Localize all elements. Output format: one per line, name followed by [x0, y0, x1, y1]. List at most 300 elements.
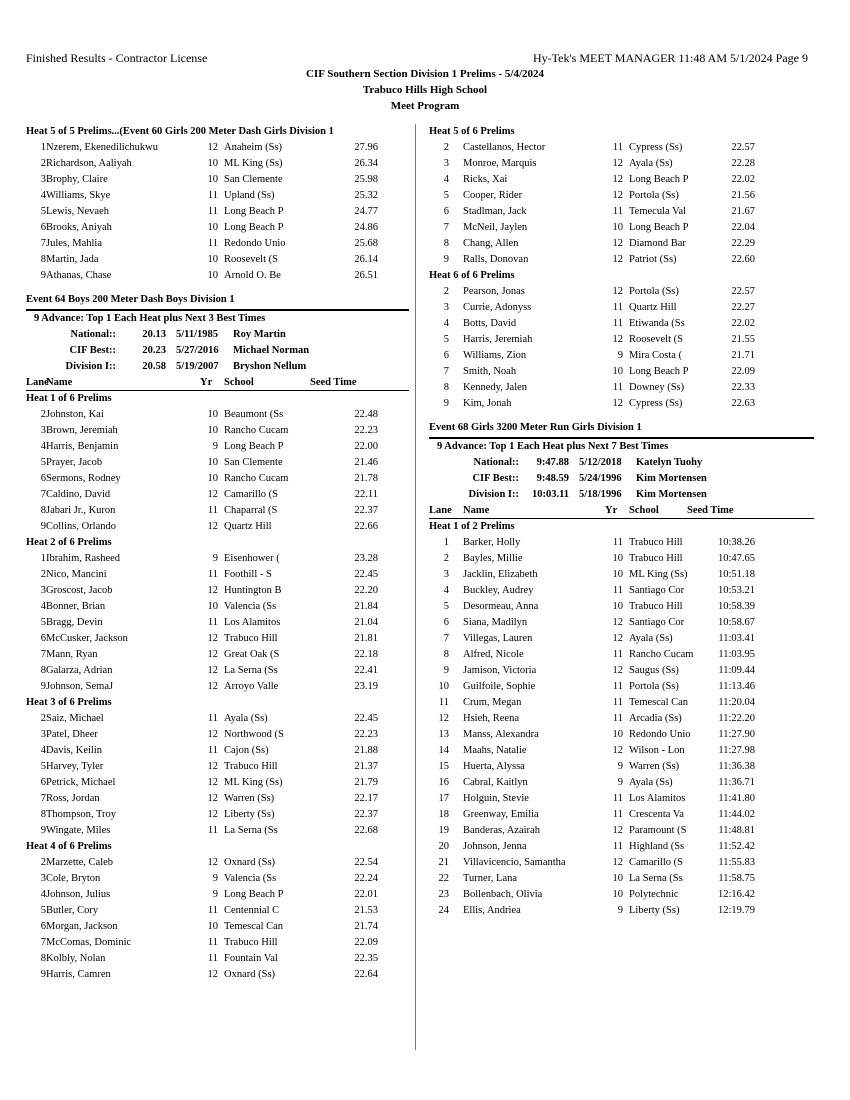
entry-row	[429, 695, 814, 711]
athlete-name: Bayles, Millie	[463, 553, 523, 564]
col-yr: Yr	[200, 377, 213, 388]
entry-row	[429, 759, 814, 775]
athlete-year: 12	[207, 809, 218, 820]
entry-row	[26, 647, 409, 663]
seed-time: 21.84	[354, 601, 378, 612]
lane-number: 8	[443, 238, 449, 249]
lane-number: 3	[40, 873, 46, 884]
entry-row	[429, 252, 814, 268]
entry-row	[26, 140, 409, 156]
athlete-year: 11	[612, 382, 623, 393]
athlete-name: Ellis, Andriea	[463, 905, 521, 916]
record-mark: 9:47.88	[536, 457, 569, 468]
athlete-year: 12	[207, 585, 218, 596]
athlete-school: Long Beach P	[224, 889, 284, 900]
athlete-name: Siana, Madilyn	[463, 617, 528, 628]
athlete-name: McCusker, Jackson	[46, 633, 128, 644]
spacer	[429, 412, 814, 420]
athlete-year: 12	[207, 681, 218, 692]
athlete-school: Liberty (Ss)	[629, 905, 680, 916]
entry-row	[26, 423, 409, 439]
lane-number: 6	[443, 617, 449, 628]
lane-number: 2	[40, 569, 46, 580]
athlete-year: 11	[612, 681, 623, 692]
athlete-year: 12	[612, 633, 623, 644]
athlete-name: Johnston, Kai	[46, 409, 104, 420]
athlete-year: 12	[207, 649, 218, 660]
seed-time: 10:58.39	[717, 601, 755, 612]
seed-time: 11:55.83	[718, 857, 755, 868]
lane-number: 4	[443, 585, 449, 596]
athlete-year: 10	[612, 729, 623, 740]
athlete-school: Foothill - S	[224, 569, 272, 580]
athlete-school: Roosevelt (S	[629, 334, 683, 345]
entry-row	[429, 156, 814, 172]
lane-number: 3	[40, 729, 46, 740]
column-header	[26, 375, 409, 391]
seed-time: 22.09	[731, 366, 755, 377]
athlete-year: 9	[212, 441, 218, 452]
athlete-year: 10	[207, 158, 218, 169]
entry-row	[26, 711, 409, 727]
seed-time: 22.57	[731, 286, 755, 297]
entry-row	[429, 871, 814, 887]
lane-number: 4	[40, 601, 46, 612]
entry-row	[26, 220, 409, 236]
athlete-year: 10	[207, 457, 218, 468]
seed-time: 22.45	[354, 569, 378, 580]
entry-row	[26, 871, 409, 887]
record-line	[429, 487, 814, 503]
seed-time: 22.29	[731, 238, 755, 249]
athlete-year: 11	[612, 793, 623, 804]
record-mark: 20.13	[142, 329, 166, 340]
seed-time: 11:09.44	[718, 665, 755, 676]
entry-row	[429, 284, 814, 300]
athlete-name: Buckley, Audrey	[463, 585, 534, 596]
seed-time: 22.37	[354, 809, 378, 820]
athlete-name: Jacklin, Elizabeth	[463, 569, 538, 580]
lane-number: 9	[40, 681, 46, 692]
record-date: 5/11/1985	[176, 329, 219, 340]
record-date: 5/12/2018	[579, 457, 622, 468]
lane-number: 11	[438, 697, 449, 708]
seed-time: 22.00	[354, 441, 378, 452]
entry-row	[429, 332, 814, 348]
athlete-school: Redondo Unio	[224, 238, 286, 249]
athlete-year: 12	[612, 398, 623, 409]
record-label: Division I::	[65, 361, 116, 372]
lane-number: 7	[40, 649, 46, 660]
athlete-name: Ibrahim, Rasheed	[46, 553, 121, 564]
athlete-name: Huerta, Alyssa	[463, 761, 525, 772]
athlete-school: Santiago Cor	[629, 617, 685, 628]
lane-number: 2	[443, 142, 449, 153]
seed-time: 11:52.42	[718, 841, 755, 852]
athlete-year: 12	[207, 777, 218, 788]
athlete-name: Johnson, SemaJ	[46, 681, 114, 692]
lane-number: 1	[443, 537, 449, 548]
athlete-name: Harris, Camren	[46, 969, 111, 980]
page-header-right: Hy-Tek's MEET MANAGER 11:48 AM 5/1/2024 Page 9	[533, 51, 808, 65]
athlete-year: 11	[612, 318, 623, 329]
athlete-name: Caldino, David	[46, 489, 111, 500]
athlete-year: 11	[207, 953, 218, 964]
athlete-name: Kennedy, Jalen	[463, 382, 528, 393]
athlete-name: Lewis, Nevaeh	[46, 206, 109, 217]
record-mark: 9:48.59	[536, 473, 569, 484]
athlete-name: Cooper, Rider	[463, 190, 523, 201]
seed-time: 22.45	[354, 713, 378, 724]
lane-number: 7	[40, 489, 46, 500]
lane-number: 3	[40, 174, 46, 185]
heat-header: Heat 2 of 6 Prelims	[26, 537, 112, 548]
athlete-year: 12	[612, 238, 623, 249]
entry-row	[429, 236, 814, 252]
athlete-year: 11	[207, 190, 218, 201]
entry-row	[26, 487, 409, 503]
entry-row	[429, 743, 814, 759]
athlete-school: Trabuco Hill	[629, 537, 683, 548]
lane-number: 9	[40, 270, 46, 281]
athlete-name: Jamison, Victoria	[463, 665, 537, 676]
entry-row	[429, 220, 814, 236]
lane-number: 21	[438, 857, 449, 868]
athlete-name: Jules, Mahlia	[46, 238, 102, 249]
athlete-year: 9	[617, 761, 623, 772]
lane-number: 9	[443, 254, 449, 265]
athlete-school: Huntington B	[224, 585, 282, 596]
athlete-year: 10	[612, 889, 623, 900]
seed-time: 22.23	[354, 729, 378, 740]
athlete-school: Rancho Cucam	[224, 425, 289, 436]
col-lane: Lane	[26, 377, 49, 388]
entry-row	[26, 935, 409, 951]
advance-rule: 9 Advance: Top 1 Each Heat plus Next 7 Best Times	[437, 441, 669, 452]
athlete-name: Alfred, Nicole	[463, 649, 524, 660]
athlete-year: 10	[207, 174, 218, 185]
entry-row	[429, 887, 814, 903]
athlete-year: 12	[207, 633, 218, 644]
athlete-school: Arcadia (Ss)	[629, 713, 682, 724]
lane-number: 2	[443, 286, 449, 297]
seed-time: 11:48.81	[718, 825, 755, 836]
lane-number: 1	[40, 553, 46, 564]
athlete-school: Portola (Ss)	[629, 681, 679, 692]
entry-row	[429, 583, 814, 599]
athlete-year: 11	[612, 649, 623, 660]
athlete-year: 10	[612, 873, 623, 884]
athlete-school: Chaparral (S	[224, 505, 278, 516]
lane-number: 3	[443, 302, 449, 313]
lane-number: 22	[438, 873, 449, 884]
athlete-year: 10	[207, 473, 218, 484]
entry-row	[26, 172, 409, 188]
entry-row	[429, 615, 814, 631]
lane-number: 4	[40, 889, 46, 900]
entry-row	[429, 855, 814, 871]
lane-number: 9	[40, 521, 46, 532]
lane-number: 5	[40, 617, 46, 628]
entry-row	[26, 855, 409, 871]
athlete-school: Warren (Ss)	[629, 761, 680, 772]
entry-row	[26, 759, 409, 775]
record-date: 5/27/2016	[176, 345, 219, 356]
entry-row	[429, 775, 814, 791]
seed-time: 22.57	[731, 142, 755, 153]
lane-number: 15	[438, 761, 449, 772]
spacer	[26, 284, 409, 292]
seed-time: 25.68	[354, 238, 378, 249]
athlete-name: Barker, Holly	[463, 537, 521, 548]
athlete-year: 11	[207, 745, 218, 756]
record-line	[26, 327, 409, 343]
athlete-name: Morgan, Jackson	[46, 921, 118, 932]
lane-number: 2	[40, 857, 46, 868]
entry-row	[429, 567, 814, 583]
lane-number: 23	[438, 889, 449, 900]
seed-time: 22.18	[354, 649, 378, 660]
athlete-school: Valencia (Ss	[224, 873, 277, 884]
athlete-name: Richardson, Aaliyah	[46, 158, 132, 169]
entry-row	[26, 268, 409, 284]
seed-time: 21.67	[731, 206, 755, 217]
seed-time: 22.33	[731, 382, 755, 393]
athlete-school: Santiago Cor	[629, 585, 685, 596]
athlete-year: 11	[207, 905, 218, 916]
athlete-school: Ayala (Ss)	[629, 633, 673, 644]
athlete-year: 12	[207, 793, 218, 804]
athlete-name: Cole, Bryton	[46, 873, 101, 884]
athlete-name: Turner, Lana	[463, 873, 518, 884]
athlete-name: Petrick, Michael	[46, 777, 116, 788]
record-mark: 20.23	[142, 345, 166, 356]
lane-number: 8	[443, 382, 449, 393]
athlete-school: Arroyo Valle	[224, 681, 279, 692]
athlete-name: Desormeau, Anna	[463, 601, 539, 612]
athlete-name: Wingate, Miles	[46, 825, 111, 836]
athlete-name: Cabral, Kaitlyn	[463, 777, 528, 788]
seed-time: 10:53.21	[717, 585, 755, 596]
record-holder: Kim Mortensen	[636, 489, 707, 500]
record-mark: 20.58	[142, 361, 166, 372]
athlete-name: Harvey, Tyler	[46, 761, 104, 772]
seed-time: 22.63	[731, 398, 755, 409]
record-line	[26, 343, 409, 359]
entry-row	[429, 300, 814, 316]
athlete-school: ML King (Ss)	[224, 158, 283, 169]
entry-row	[429, 679, 814, 695]
seed-time: 21.71	[731, 350, 755, 361]
athlete-name: Davis, Keilin	[46, 745, 102, 756]
athlete-name: Nico, Mancini	[46, 569, 107, 580]
seed-time: 11:58.75	[718, 873, 755, 884]
athlete-school: Eisenhower (	[224, 553, 280, 564]
athlete-name: Butler, Cory	[46, 905, 99, 916]
seed-time: 10:58.67	[717, 617, 755, 628]
athlete-school: Fountain Val	[224, 953, 278, 964]
event-header: Event 68 Girls 3200 Meter Run Girls Division 1	[429, 420, 814, 439]
athlete-name: Hsieh, Reena	[463, 713, 519, 724]
athlete-name: Holguin, Stevie	[463, 793, 529, 804]
athlete-school: Los Alamitos	[629, 793, 686, 804]
right-column	[429, 124, 814, 919]
entry-row	[26, 204, 409, 220]
entry-row	[429, 903, 814, 919]
athlete-name: Mann, Ryan	[46, 649, 98, 660]
athlete-school: Portola (Ss)	[629, 286, 679, 297]
seed-time: 11:41.80	[718, 793, 755, 804]
athlete-school: Redondo Unio	[629, 729, 691, 740]
athlete-year: 12	[207, 142, 218, 153]
athlete-school: Paramount (S	[629, 825, 687, 836]
col-school: School	[224, 377, 254, 388]
lane-number: 8	[40, 809, 46, 820]
lane-number: 9	[443, 665, 449, 676]
seed-time: 11:22.20	[718, 713, 755, 724]
left-column	[26, 124, 409, 983]
lane-number: 2	[40, 158, 46, 169]
record-label: CIF Best::	[69, 345, 116, 356]
record-holder: Michael Norman	[233, 345, 310, 356]
seed-time: 22.60	[731, 254, 755, 265]
athlete-year: 12	[207, 761, 218, 772]
athlete-name: Marzette, Caleb	[46, 857, 114, 868]
athlete-year: 9	[212, 889, 218, 900]
lane-number: 5	[443, 190, 449, 201]
athlete-school: Cypress (Ss)	[629, 142, 683, 153]
lane-number: 7	[443, 366, 449, 377]
entry-row	[429, 188, 814, 204]
lane-number: 6	[40, 222, 46, 233]
athlete-name: Prayer, Jacob	[46, 457, 103, 468]
athlete-school: Oxnard (Ss)	[224, 857, 276, 868]
record-line	[429, 455, 814, 471]
lane-number: 12	[438, 713, 449, 724]
lane-number: 1	[40, 142, 46, 153]
seed-time: 11:03.41	[718, 633, 755, 644]
athlete-school: Rancho Cucam	[629, 649, 694, 660]
lane-number: 8	[40, 505, 46, 516]
seed-time: 11:03.95	[718, 649, 755, 660]
athlete-school: Temescal Can	[224, 921, 284, 932]
seed-time: 26.14	[354, 254, 378, 265]
seed-time: 26.34	[354, 158, 378, 169]
athlete-school: Camarillo (S	[629, 857, 683, 868]
athlete-school: Trabuco Hill	[224, 633, 278, 644]
seed-time: 22.04	[731, 222, 755, 233]
athlete-school: Quartz Hill	[224, 521, 272, 532]
athlete-year: 11	[612, 302, 623, 313]
seed-time: 21.81	[354, 633, 378, 644]
athlete-year: 12	[207, 729, 218, 740]
lane-number: 3	[40, 585, 46, 596]
heat-header: Heat 5 of 6 Prelims	[429, 126, 515, 137]
lane-number: 13	[438, 729, 449, 740]
athlete-name: Maahs, Natalie	[463, 745, 527, 756]
seed-time: 22.01	[354, 889, 378, 900]
seed-time: 11:44.02	[718, 809, 755, 820]
entry-row	[26, 156, 409, 172]
seed-time: 22.02	[731, 174, 755, 185]
record-holder: Katelyn Tuohy	[636, 457, 703, 468]
athlete-year: 9	[212, 873, 218, 884]
athlete-school: Liberty (Ss)	[224, 809, 275, 820]
athlete-name: Brown, Jeremiah	[46, 425, 118, 436]
lane-number: 24	[438, 905, 449, 916]
seed-time: 22.02	[731, 318, 755, 329]
athlete-year: 12	[207, 489, 218, 500]
athlete-name: Athanas, Chase	[46, 270, 112, 281]
athlete-school: Centennial C	[224, 905, 280, 916]
seed-time: 22.48	[354, 409, 378, 420]
athlete-school: Oxnard (Ss)	[224, 969, 276, 980]
record-label: National::	[70, 329, 116, 340]
lane-number: 6	[40, 777, 46, 788]
athlete-year: 12	[612, 286, 623, 297]
athlete-name: Crum, Megan	[463, 697, 522, 708]
seed-time: 21.56	[731, 190, 755, 201]
record-holder: Roy Martin	[233, 329, 286, 340]
athlete-school: Rancho Cucam	[224, 473, 289, 484]
athlete-school: Long Beach P	[224, 441, 284, 452]
athlete-school: Trabuco Hill	[629, 553, 683, 564]
lane-number: 4	[40, 190, 46, 201]
athlete-name: Galarza, Adrian	[46, 665, 113, 676]
lane-number: 3	[443, 569, 449, 580]
event-header: Event 64 Boys 200 Meter Dash Boys Division 1	[26, 292, 409, 311]
athlete-school: Highland (Ss	[629, 841, 685, 852]
record-label: CIF Best::	[472, 473, 519, 484]
col-yr: Yr	[605, 505, 618, 516]
athlete-name: Harris, Jeremiah	[463, 334, 533, 345]
athlete-school: Anaheim (Ss)	[224, 142, 283, 153]
athlete-name: Groscost, Jacob	[46, 585, 113, 596]
athlete-school: Long Beach P	[629, 174, 689, 185]
entry-row	[26, 903, 409, 919]
athlete-name: Brooks, Aniyah	[46, 222, 112, 233]
lane-number: 9	[443, 398, 449, 409]
athlete-year: 11	[207, 617, 218, 628]
entry-row	[26, 663, 409, 679]
record-label: Division I::	[468, 489, 519, 500]
athlete-school: Diamond Bar	[629, 238, 686, 249]
record-line	[26, 359, 409, 375]
athlete-name: McNeil, Jaylen	[463, 222, 528, 233]
athlete-name: Brophy, Claire	[46, 174, 108, 185]
athlete-name: Williams, Zion	[463, 350, 527, 361]
athlete-year: 10	[207, 270, 218, 281]
entry-row	[429, 727, 814, 743]
seed-time: 22.20	[354, 585, 378, 596]
lane-number: 7	[40, 238, 46, 249]
seed-time: 22.41	[354, 665, 378, 676]
lane-number: 7	[40, 937, 46, 948]
heat-header: Heat 6 of 6 Prelims	[429, 270, 515, 281]
athlete-name: Currie, Adonyss	[463, 302, 532, 313]
lane-number: 3	[443, 158, 449, 169]
athlete-school: Crescenta Va	[629, 809, 684, 820]
athlete-name: Manss, Alexandra	[463, 729, 539, 740]
athlete-school: Polytechnic	[629, 889, 679, 900]
athlete-year: 9	[212, 553, 218, 564]
record-date: 5/18/1996	[579, 489, 622, 500]
seed-time: 11:27.90	[718, 729, 755, 740]
seed-time: 21.53	[354, 905, 378, 916]
seed-time: 11:36.71	[718, 777, 755, 788]
record-holder: Kim Mortensen	[636, 473, 707, 484]
seed-time: 22.17	[354, 793, 378, 804]
